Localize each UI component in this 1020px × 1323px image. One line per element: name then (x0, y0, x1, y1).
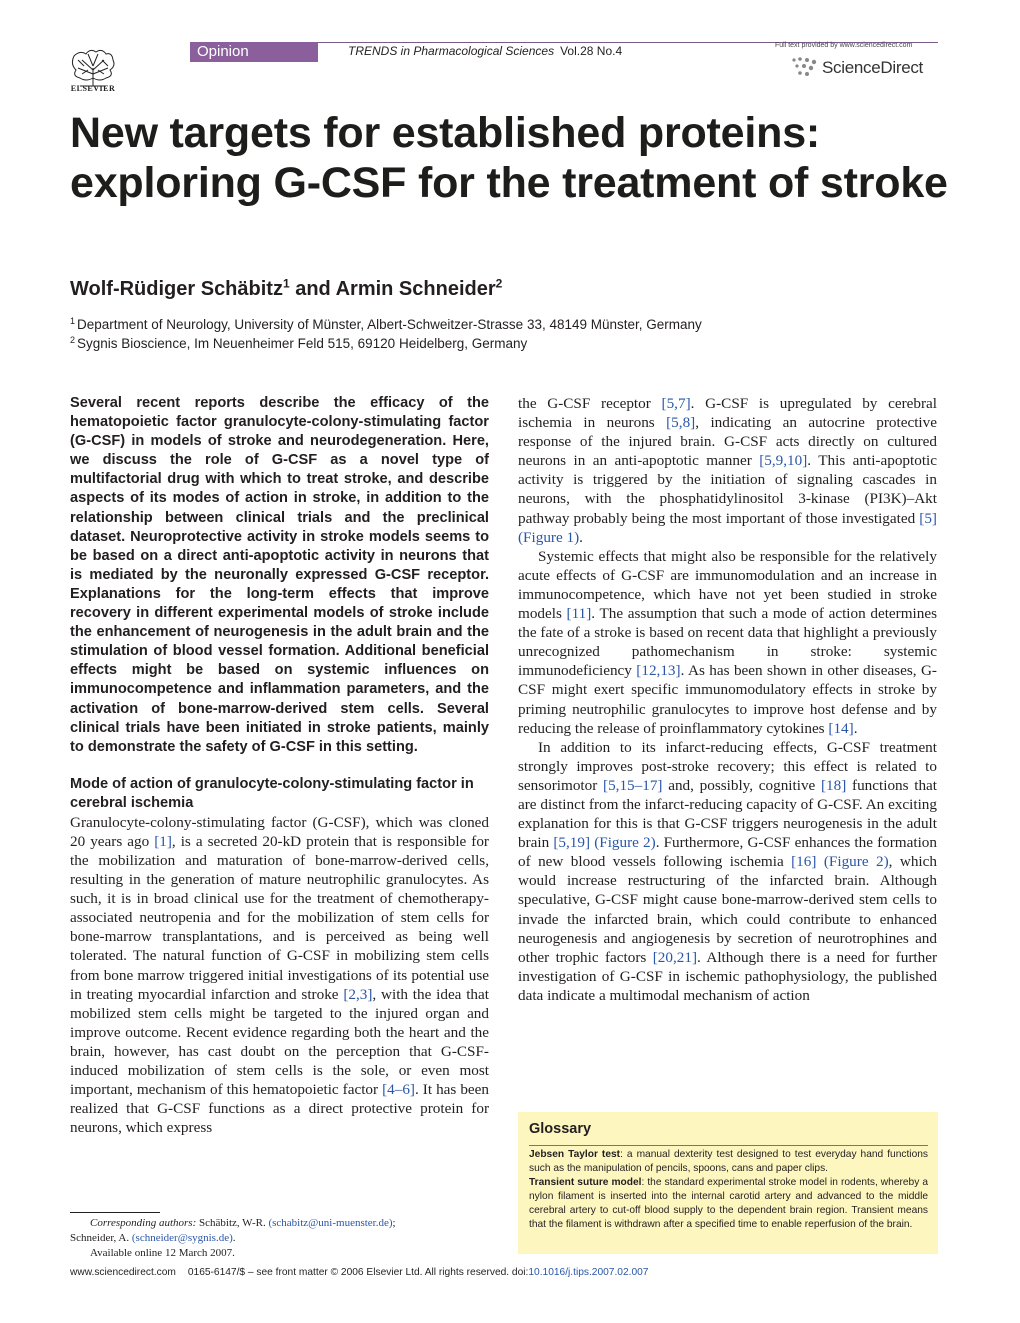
corr-label: Corresponding authors: (90, 1217, 197, 1229)
glossary-definition: : the standard experimental stroke model in rodents, whereby a nylon filament is inserted into the internal carotid artery and advanced to the middle cerebral artery to cut-off blood supply to the dependent brain region. Transient means that the filament is withdrawn after a specified time to enable reperfusion of the brain. (529, 1177, 928, 1231)
author-line (70, 278, 502, 301)
glossary-definition: : a manual dexterity test designed to test everyday hand functions such as the manipulation of pencils, spoons, cans and paper clips. (529, 1149, 928, 1175)
glossary-box (518, 1112, 938, 1254)
text-run: . This anti-apoptotic activity is triggered by the initiation of signaling cascades in neurons, with the phosphatidylinositol 3-kinase (PI3K)–Akt pathway probably being the most important of those investigated (518, 452, 937, 527)
text-run: . (579, 528, 583, 546)
citation-link[interactable]: [5,9,10] (759, 452, 808, 470)
sciencedirect-logo-icon (790, 56, 820, 78)
author-2-affil-mark: 2 (495, 276, 503, 291)
right-column (518, 394, 937, 1005)
journal-line (348, 44, 622, 58)
text-run: In addition to its infarct-reducing effects, G-CSF treatment strongly improves post-stroke recovery; this effect is related to sensorimotor (518, 738, 937, 794)
left-column (70, 394, 489, 1137)
abstract: Several recent reports describe the efficacy of the hematopoietic factor granulocyte-colony-stimulating factor (G-CSF) in models of stroke and neurodegeneration. Here, we discuss the role of G-CSF as a novel type of multifactorial drug with which to treat stroke, and describe aspects of its modes of action in stroke, in addition to the relationship between clinical trials and the preclinical dataset. Neuroprotective activity in stroke models seems to be based on a direct anti-apoptotic activity in neurons that is mediated by the neuronally expressed G-CSF receptor. Explanations for the long-term effects that improve recovery in different experimental models of stroke include the enhancement of neurogenesis in the adult brain and the stimulation of blood vessel formation. Additional beneficial effects might be based on systemic influences on immunocompetence and inflammation parameters, and the activation of bone-marrow-derived stem cells. Several clinical trials have been initiated in stroke patients, mainly to demonstrate the safety of G-CSF in this setting. (70, 395, 489, 755)
text-run: . Although there is a need for further investigation of G-CSF in ischemic pathophysiology, the published data indicate a multimodal mechanism of action (518, 948, 937, 1004)
corr-2-end: . (232, 1232, 236, 1244)
author-1: Wolf-Rüdiger Schäbitz (70, 278, 283, 300)
footnotes (70, 1216, 489, 1261)
affiliation-1-mark: 1 (70, 315, 76, 326)
corr-2-name: Schneider, A. (70, 1232, 132, 1244)
corresponding-author-2 (70, 1231, 489, 1246)
text-run: . As has been shown in other diseases, G-CSF might exert specific immunomodulatory effects in stroke by priming neutrophilic granulocytes to improve host defense and by reducing the release of proinflammatory cytokines (518, 662, 937, 737)
glossary-term: Transient suture model (529, 1177, 642, 1189)
glossary-entry (529, 1148, 928, 1176)
text-run: functions that are distinct from the infarct-reducing capacity of G-CSF. An exciting explanation for this is that G-CSF triggers neurogenesis in the adult brain (518, 776, 938, 852)
paragraph (518, 738, 937, 1005)
article-title: New targets for established proteins: exploring G-CSF for the treatment of stroke (70, 109, 948, 207)
footer-issn: 0165-6147/$ – see front matter © 2006 Elsevier Ltd. All rights reserved. doi: (187, 1267, 529, 1278)
citation-link[interactable]: [18] (821, 776, 847, 794)
provider-note[interactable]: Full text provided by www.sciencedirect.com (775, 42, 913, 49)
glossary-entry (529, 1176, 928, 1232)
text-run: . The assumption that such a mode of action determines the fate of a stroke is based on recent data that highlight a previously unrecognized pathomechanism in stroke: systemic immunodeficiency (518, 605, 937, 680)
paragraph (70, 813, 489, 1138)
journal-volume: Vol.28 No.4 (560, 44, 623, 58)
citation-link[interactable]: [5,8] (666, 414, 696, 432)
paragraph (518, 547, 937, 738)
figure-link[interactable]: (Figure 2) (823, 853, 889, 871)
corresponding-authors (70, 1216, 489, 1231)
text-run: Systemic effects that might also be responsible for the relatively acute effects of G-CSF are immunomodulation and an increase in immunocompetence, which have not yet been studied in stroke models (518, 547, 937, 623)
text-run: Granulocyte-colony-stimulating factor (G-CSF), which was cloned 20 years ago (70, 813, 489, 850)
citation-link[interactable]: [14] (828, 719, 854, 737)
affiliation-1 (70, 317, 702, 332)
author-1-affil-mark: 1 (282, 276, 290, 291)
author-separator: and (289, 278, 336, 300)
text-run: , which would increase restructuring of the infarcted brain. Although speculative, G-CSF might cause bone-marrow-derived stem cells to invade the infarcted brain, which could contribute to enhanced neurogenesis and angiogenesis by secretion of neurotrophines and other trophic factors (518, 853, 937, 966)
corr-1-email-link[interactable]: (schabitz@uni-muenster.de) (268, 1217, 393, 1229)
glossary-term: Jebsen Taylor test (529, 1149, 621, 1160)
text-run: . It has been realized that G-CSF functions as a direct protective protein for neurons, which express (70, 1081, 489, 1137)
citation-link[interactable]: [4–6] (382, 1081, 415, 1099)
footer-doi-link[interactable]: 10.1016/j.tips.2007.02.007 (528, 1267, 649, 1278)
citation-link[interactable]: [1] (154, 832, 172, 850)
text-run: . (853, 719, 858, 737)
footnote-rule (70, 1212, 160, 1213)
left-body-text (70, 813, 489, 1138)
page-footer (70, 1267, 648, 1278)
citation-link[interactable]: [16] (791, 853, 817, 871)
figure-link[interactable]: (Figure 2) (594, 834, 656, 852)
footer-site-link[interactable]: www.sciencedirect.com (70, 1267, 176, 1278)
affiliation-2 (70, 336, 527, 351)
glossary-rule (529, 1145, 928, 1146)
publisher-logo-text: ELSEVIER (70, 84, 116, 93)
citation-link[interactable]: [5,7] (661, 395, 691, 412)
author-2: Armin Schneider (335, 278, 496, 300)
available-online: Available online 12 March 2007. (90, 1247, 235, 1259)
section-heading: Mode of action of granulocyte-colony-stimulating factor in cerebral ischemia (70, 775, 474, 811)
affiliation-2-mark: 2 (70, 334, 76, 345)
text-run: and, possibly, cognitive (662, 776, 821, 794)
journal-name: TRENDS in Pharmacological Sciences (348, 44, 555, 58)
text-run: the G-CSF receptor (518, 395, 662, 412)
affiliation-2-text: Sygnis Bioscience, Im Neuenheimer Feld 515, 69120 Heidelberg, Germany (77, 336, 528, 351)
citation-link[interactable]: [5,19] (553, 834, 591, 852)
citation-link[interactable]: [20,21] (652, 948, 698, 966)
citation-link[interactable]: [5] (919, 509, 937, 527)
citation-link[interactable]: [2,3] (343, 985, 373, 1003)
affiliation-1-text: Department of Neurology, University of Münster, Albert-Schweitzer-Strasse 33, 48149 Münster, Germany (77, 317, 702, 332)
text-run (816, 853, 823, 870)
paragraph (518, 394, 937, 547)
figure-link[interactable]: (Figure 1) (518, 528, 580, 546)
text-run: , is a secreted 20-kD protein that is responsible for the mobilization and maturation of bone-marrow-derived cells, resulting in the generation of mature neutrophilic granulocytes. As such, it is in broad clinical use for the treatment of chemotherapy-associated neutropenia and for the mobilization of stem cells for bone-marrow transplantations, and is perceived as being well tolerated. The natural function of G-CSF in mobilizing stem cells from bone marrow triggered initial investigations of its potential use in treating myocardial infarction and stroke (70, 832, 489, 1003)
citation-link[interactable]: [12,13] (636, 662, 681, 680)
corr-2-email-link[interactable]: (schneider@sygnis.de) (131, 1232, 233, 1244)
citation-link[interactable]: [11] (566, 605, 592, 623)
provider-name: ScienceDirect (822, 58, 923, 77)
text-run: , indicating an autocrine protective response of the injured brain. G-CSF acts directly on cultured neurons in an anti-apoptotic manner (518, 414, 937, 470)
text-run: . G-CSF is upregulated by cerebral ischemia in neurons (518, 395, 937, 432)
corr-1-name: Schäbitz, W-R. (196, 1217, 269, 1229)
corr-1-end: ; (392, 1217, 396, 1229)
right-body-text (518, 394, 937, 1005)
glossary-title: Glossary (529, 1121, 592, 1137)
glossary-body (529, 1148, 928, 1233)
text-run: , with the idea that mobilized stem cells might be targeted to the injured organ and improve outcome. Recent evidence regarding both the heart and the brain, however, has cast doubt on the perception that G-CSF-induced mobilization of stem cells is the sole, or even most important, mechanism of this hematopoietic factor (70, 985, 489, 1099)
text-run: . Furthermore, G-CSF enhances the formation of new blood vessels following ischemia (518, 834, 937, 871)
section-tab-opinion: Opinion (190, 42, 318, 62)
citation-link[interactable]: [5,15–17] (603, 776, 663, 794)
